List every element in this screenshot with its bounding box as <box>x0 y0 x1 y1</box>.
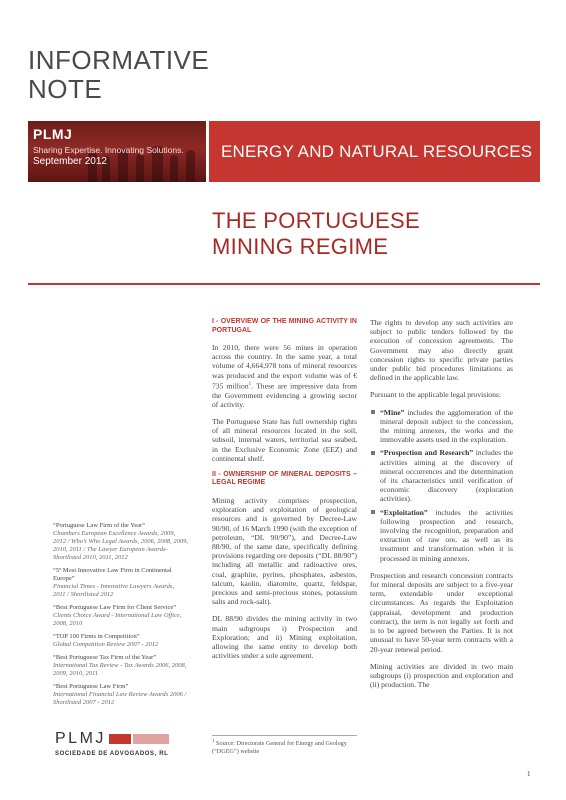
definitions-list <box>370 408 513 563</box>
paragraph: Prospection and research concession contracts for mineral deposits are subject to a five-year term, extendable under exceptional circumstances. As regards the Exploitation (appraisal, development and production contract), the term is not legally set forth and is to be agreed between the Parties. It is not unusual to have 50-year term contracts with a 20-year renewal period. <box>370 570 513 654</box>
paragraph: DL 88/90 divides the mining activity in two main subgroups i) Prospection and Exploration; and ii) Mining exploitation, allowing the same entity to develop both activities under a sole agreement. <box>212 614 357 661</box>
article-title-line1: THE PORTUGUESE <box>212 208 420 233</box>
text-column-1 <box>212 318 357 668</box>
award-title: “Portuguese Law Firm of the Year” <box>53 522 146 529</box>
logo-subtitle: SOCIEDADE DE ADVOGADOS, RL <box>55 751 169 757</box>
award-title: “5º Most Innovative Law Firm in Continental Europe” <box>53 567 172 582</box>
document-title-line1: INFORMATIVE <box>28 45 210 75</box>
article-title <box>212 208 420 260</box>
award-detail: International Tax Review - Tax Awards 2006, 2008, 2009, 2010, 2011 <box>53 662 187 677</box>
award-item <box>53 654 188 678</box>
award-detail: Financial Times - Innovative Lawyers Awards, 2011 / Shortlisted 2012 <box>53 583 174 598</box>
page-number: 1 <box>527 770 531 778</box>
definition-term: “Exploitation” <box>380 507 428 517</box>
logo-wordmark: PLMJ <box>55 730 106 747</box>
award-detail: Global Competition Review 2007 - 2012 <box>53 641 159 648</box>
paragraph: The rights to develop any such activities are subject to public tenders followed by the execution of concession agreements. The Government may also directly grant concession rights to specific private parties under public bid procedures limitations as defined in the applicable law. <box>370 318 513 383</box>
award-detail: Clients Choice Award - International Law Office, 2008, 2010 <box>53 612 182 627</box>
brand-tagline: Sharing Expertise. Innovating Solutions. <box>33 145 184 155</box>
section-heading-ownership: II - OWNERSHIP OF MINERAL DEPOSITS – LEGAL REGIME <box>212 470 357 487</box>
award-item <box>53 633 188 649</box>
title-divider <box>28 283 540 285</box>
document-title-line2: NOTE <box>28 74 103 104</box>
award-item <box>53 567 188 599</box>
text-column-2 <box>370 318 513 697</box>
header-banner <box>28 121 540 182</box>
paragraph: In 2010, there were 56 mines in operation across the country. In the same year, a total volume of 4,664,978 tons of mineral resources was produced and the export volume was of € 735 million$^1$. These are impressive data from the Government evidencing a growing sector of activity. <box>212 343 358 409</box>
document-title <box>28 46 209 104</box>
list-item: “Prospection and Research” includes the activities aiming at the discovery of mineral occurrences and the determination of its characteristics until verification of economic discovery (exploration activities). <box>370 448 513 503</box>
definition-term: “Mine” <box>380 407 405 417</box>
banner-photo <box>28 121 206 182</box>
award-item <box>53 604 188 628</box>
definition-term: “Prospection and Research” <box>380 448 474 458</box>
list-item: “Exploitation” includes the activities following prospection and research, involving the recognition, preparation and extraction of raw ore, as well as its treatment and transformation when it is processed in mining annexes. <box>370 508 513 563</box>
logo-pink-block <box>133 734 169 744</box>
award-title: “Best Portuguese Law Firm” <box>53 683 129 690</box>
footnote-marker: 1 <box>212 739 215 744</box>
awards-sidebar <box>53 522 188 712</box>
brand-name: PLMJ <box>33 126 73 142</box>
paragraph: Mining activities are divided in two main subgroups (i) prospection and exploration and (ii) production. The <box>370 661 513 690</box>
section-heading-overview: I - OVERVIEW OF THE MINING ACTIVITY IN PORTUGAL <box>212 318 357 334</box>
award-detail: International Financial Law Review Awards 2006 / Shortlisted 2007 - 2012 <box>53 691 187 706</box>
list-item: “Mine” includes the agglomeration of the mineral deposit subject to the concession, the mining annexes, the works and the immovable assets used in the exploration. <box>370 408 513 445</box>
footnote-text: Source: Directorate General for Energy and Geology (“DGEG”) website <box>212 740 347 756</box>
section-banner <box>209 121 540 182</box>
paragraph: Mining activity comprises prospection, exploration and exploitation of geological resources and is governed by Decree-Law 90/90, of 16 March 1990 (with the exception of petroleum, “DL 90/90”), and Decree-Law 88/90, of the same date, specifically defining provisions regarding ore deposits (“DL 88/90”) including all metallic and radioactive ores, coal, graphite, pyrites, phosphates, asbestos, talcum, kaolin, diatomite, quartz, feldspar, precious and semi-precious stones, potassium salts and rock-salt). <box>212 495 357 607</box>
award-detail: Chambers European Excellence Awards, 2009, 2012 / Who’s Who Legal Awards, 2006, 2008, 2009, 2010, 2011 / The Lawyer European Awards-Shortlisted 2010, 2011, 2012 <box>53 530 188 561</box>
footnote <box>212 735 357 756</box>
article-title-line2: MINING REGIME <box>212 234 389 259</box>
paragraph: Pursuant to the applicable legal provisions: <box>370 390 501 400</box>
section-title: ENERGY AND NATURAL RESOURCES <box>221 142 533 161</box>
award-title: “Best Portuguese Tax Firm of the Year” <box>53 654 157 661</box>
award-title: “Best Portuguese Law Firm for Client Service” <box>53 604 177 611</box>
logo-red-block <box>109 734 131 744</box>
footnote-ref: 1 <box>248 381 252 387</box>
paragraph: The Portuguese State has full ownership rights of all mineral resources located in the soil, subsoil, internal waters, territorial sea seabed, in the Exclusive Economic Zone (EEZ) and continental shelf. <box>212 416 357 463</box>
award-item <box>53 683 188 707</box>
award-title: “TOP 100 Firms in Competition” <box>53 633 140 640</box>
brand-block <box>33 126 184 167</box>
issue-date: September 2012 <box>33 156 107 167</box>
award-item <box>53 522 188 562</box>
firm-logo <box>55 730 169 757</box>
